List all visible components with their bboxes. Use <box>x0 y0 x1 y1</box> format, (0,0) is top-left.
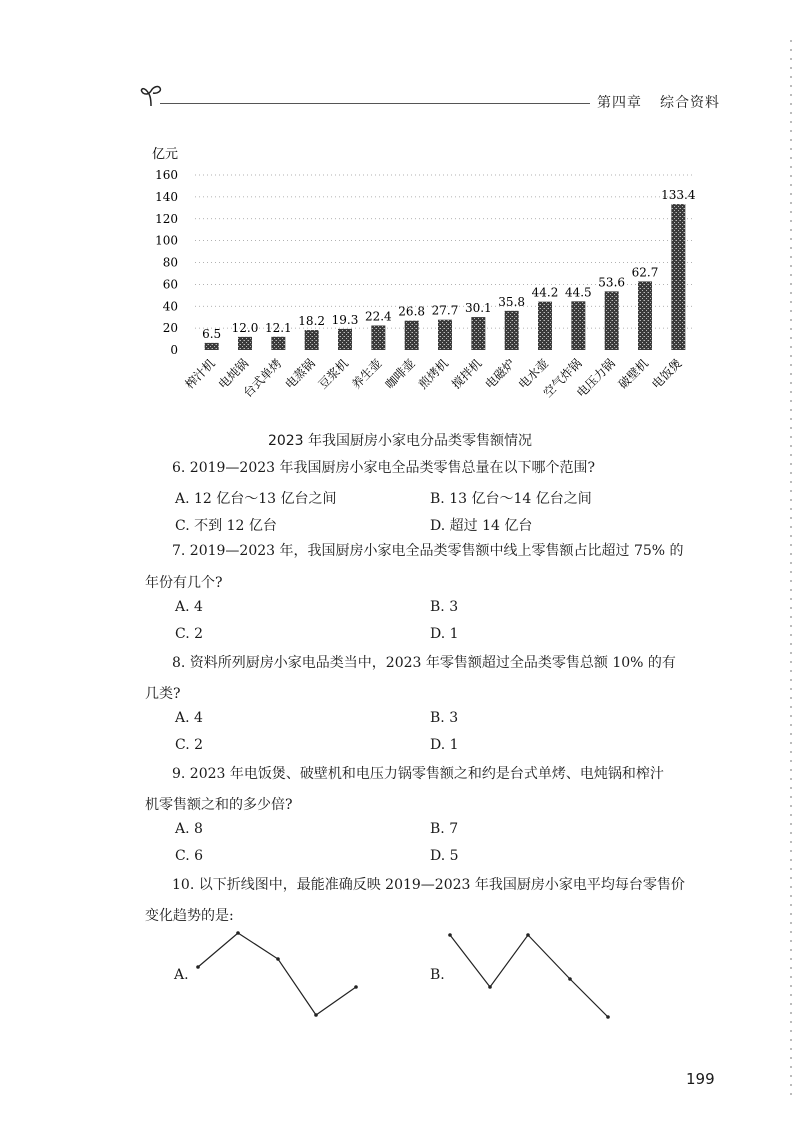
page-edge-marks <box>790 40 792 1100</box>
sprout-icon <box>138 82 164 108</box>
q7-option-c: C. 2 <box>175 626 204 642</box>
bar-煎烤机 <box>438 320 452 350</box>
q6-option-a: A. 12 亿台～13 亿台之间 <box>175 491 337 507</box>
x-tick-label: 榨汁机 <box>182 356 218 392</box>
y-tick-label: 60 <box>162 277 178 292</box>
bar-value-label: 6.5 <box>202 326 222 341</box>
x-tick-label: 电蒸锅 <box>282 356 318 392</box>
bar-value-label: 35.8 <box>498 294 526 309</box>
y-tick-label: 40 <box>162 299 178 314</box>
x-tick-label: 破壁机 <box>615 356 652 392</box>
bar-电饭煲 <box>671 204 685 350</box>
bar-空气炸锅 <box>571 301 585 350</box>
q6-option-c: C. 不到 12 亿台 <box>175 518 277 534</box>
y-axis-label: 亿元 <box>152 147 179 162</box>
q9-option-d: D. 5 <box>430 848 459 864</box>
bar-value-label: 44.5 <box>564 285 592 300</box>
bar-value-labels <box>202 188 696 341</box>
q9-option-b: B. 7 <box>430 821 459 837</box>
question-9-continued: 机零售额之和的多少倍? <box>145 797 293 813</box>
bar-value-label: 133.4 <box>661 188 696 203</box>
q6-option-d: D. 超过 14 亿台 <box>430 518 533 534</box>
bar-value-label: 30.1 <box>464 301 492 316</box>
y-tick-label: 0 <box>170 343 178 357</box>
bar-value-label: 19.3 <box>331 312 359 327</box>
q10-option-a-label: A. <box>174 967 189 983</box>
bar-value-label: 62.7 <box>631 265 659 280</box>
bar-电炖锅 <box>238 337 252 350</box>
bar-咖啡壶 <box>405 321 419 350</box>
q7-option-a: A. 4 <box>175 599 203 615</box>
q9-option-c: C. 6 <box>175 848 204 864</box>
q8-option-d: D. 1 <box>430 737 459 753</box>
q10-option-a-line-sketch <box>190 925 370 1025</box>
question-7-continued: 年份有几个? <box>145 575 223 591</box>
bar-value-label: 44.2 <box>531 285 559 300</box>
x-tick-label: 电炖锅 <box>215 356 252 392</box>
y-tick-label: 120 <box>155 211 178 226</box>
bar-value-label: 27.7 <box>431 303 459 318</box>
x-tick-label: 养生壶 <box>349 356 385 392</box>
x-tick-labels <box>182 356 685 401</box>
bar-破壁机 <box>638 281 652 350</box>
bar-电磁炉 <box>505 311 519 350</box>
retail-sales-bar-chart <box>140 140 710 430</box>
q7-option-b: B. 3 <box>430 599 459 615</box>
bar-value-label: 53.6 <box>598 275 626 290</box>
bar-榨汁机 <box>205 343 219 350</box>
q8-option-b: B. 3 <box>430 710 459 726</box>
bar-value-label: 12.0 <box>231 320 259 335</box>
q6-option-b: B. 13 亿台～14 亿台之间 <box>430 491 592 507</box>
question-10-continued: 变化趋势的是: <box>145 908 234 924</box>
x-tick-label: 电饭煲 <box>649 356 685 392</box>
y-tick-label: 100 <box>155 233 178 248</box>
x-tick-label: 电水壶 <box>515 356 552 392</box>
x-tick-label: 豆浆机 <box>315 356 352 392</box>
bar-电压力锅 <box>605 291 619 350</box>
y-tick-label: 140 <box>155 189 178 204</box>
chapter-label: 第四章 <box>597 95 642 111</box>
q8-option-a: A. 4 <box>175 710 203 726</box>
question-7: 7. 2019—2023 年，我国厨房小家电全品类零售额中线上零售额占比超过 75% 的 <box>172 543 684 559</box>
bar-电水壶 <box>538 302 552 350</box>
y-tick-label: 20 <box>162 321 178 336</box>
bar-养生壶 <box>371 326 385 351</box>
question-8-continued: 几类? <box>145 686 181 702</box>
q10-option-b-label: B. <box>430 967 445 983</box>
bar-电蒸锅 <box>305 330 319 350</box>
x-tick-label: 煎烤机 <box>415 356 452 392</box>
section-label: 综合资料 <box>660 95 720 111</box>
bar-value-label: 26.8 <box>398 304 426 319</box>
x-tick-label: 电磁炉 <box>482 356 518 392</box>
q8-option-c: C. 2 <box>175 737 204 753</box>
x-tick-label: 电压力锅 <box>573 356 618 401</box>
q10-option-b-line-sketch <box>440 925 620 1025</box>
bar-value-label: 12.1 <box>264 320 292 335</box>
x-tick-label: 咖啡壶 <box>382 356 418 392</box>
q9-option-a: A. 8 <box>175 821 203 837</box>
bar-搅拌机 <box>471 317 485 350</box>
bar-台式单烤 <box>271 337 285 350</box>
bar-value-label: 22.4 <box>364 309 392 324</box>
y-tick-label: 160 <box>155 168 178 182</box>
y-tick-label: 80 <box>162 255 178 270</box>
question-6: 6. 2019—2023 年我国厨房小家电全品类零售总量在以下哪个范围? <box>172 460 596 476</box>
question-8: 8. 资料所列厨房小家电品类当中，2023 年零售额超过全品类零售总额 10% 的有 <box>172 655 676 671</box>
page-number: 199 <box>686 1070 715 1088</box>
question-9: 9. 2023 年电饭煲、破壁机和电压力锅零售额之和约是台式单烤、电炖锅和榨汁 <box>172 766 664 782</box>
x-tick-label: 台式单烤 <box>240 356 285 401</box>
y-tick-labels <box>155 168 178 357</box>
q7-option-d: D. 1 <box>430 626 459 642</box>
chart-caption: 2023 年我国厨房小家电分品类零售额情况 <box>267 433 533 449</box>
question-10: 10. 以下折线图中，最能准确反映 2019—2023 年我国厨房小家电平均每台零售价 <box>172 877 685 893</box>
x-tick-label: 空气炸锅 <box>540 356 585 401</box>
bar-豆浆机 <box>338 329 352 350</box>
bar-value-label: 18.2 <box>298 314 326 329</box>
header-rule <box>160 103 590 104</box>
x-tick-label: 搅拌机 <box>449 356 485 392</box>
